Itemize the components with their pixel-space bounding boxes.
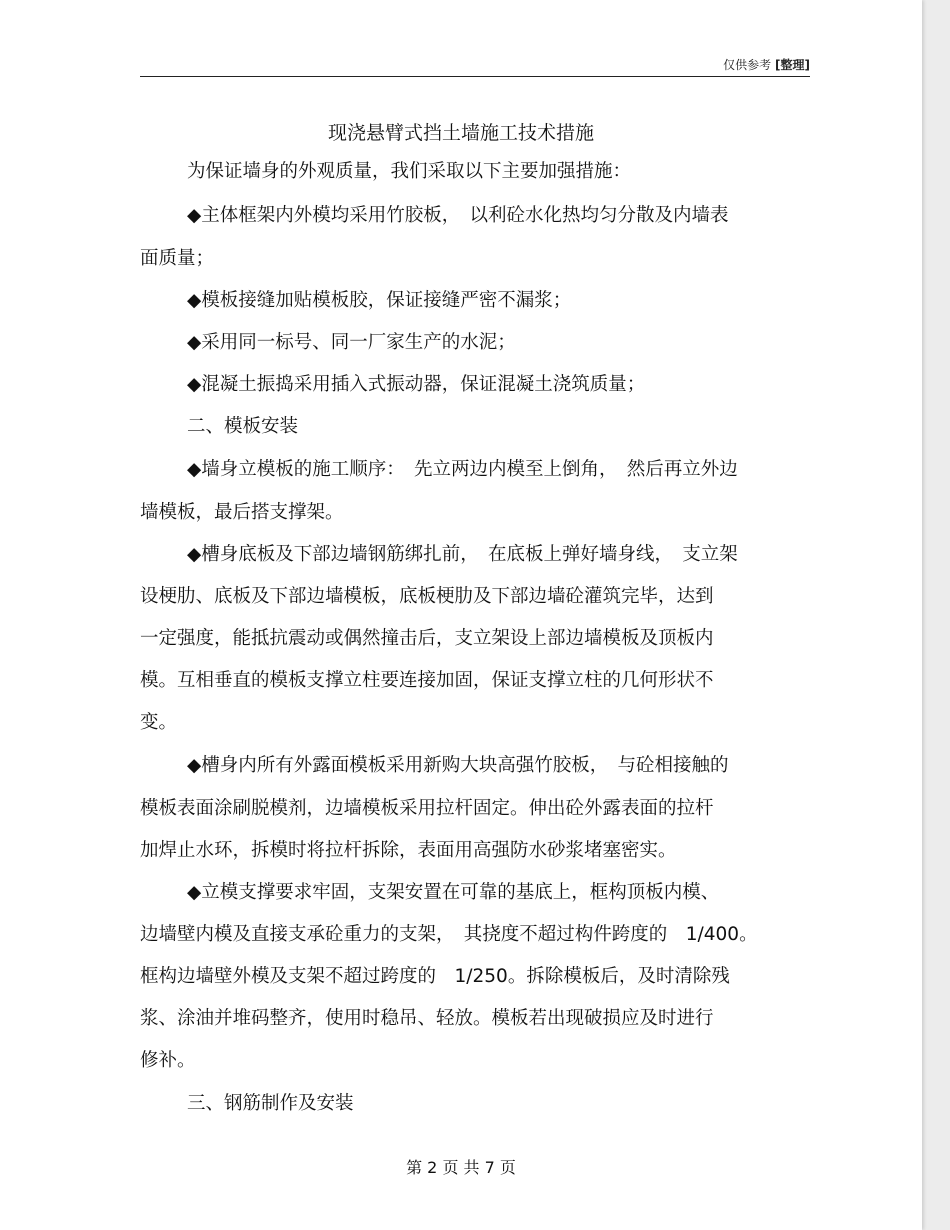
paragraph-line: 墙模板，最后搭支撑架。 [140,502,344,523]
paragraph-line: 浆、涂油并堆码整齐，使用时稳吊、轻放。模板若出现破损应及时进行 [140,1008,714,1029]
header-note-text: 仅供参考 [723,58,772,72]
page-number: 第 2 页 共 7 页 [406,1158,516,1177]
paragraph-line: 为保证墙身的外观质量，我们采取以下主要加强措施： [187,161,632,182]
paragraph-line: ◆槽身内所有外露面模板采用新购大块高强竹胶板， 与砼相接触的 [187,755,729,776]
paragraph-line: ◆采用同一标号、同一厂家生产的水泥； [187,332,516,353]
section-heading: 三、钢筋制作及安装 [187,1093,354,1114]
paragraph-line: 边墙壁内模及直接支承砼重力的支架， 其挠度不超过构件跨度的 1/400。 [140,924,758,945]
paragraph-line: ◆混凝土振捣采用插入式振动器，保证混凝土浇筑质量； [187,374,646,395]
paragraph-line: 修补。 [140,1050,196,1071]
paragraph-line: 变。 [140,712,178,733]
paragraph-line: 一定强度，能抵抗震动或偶然撞击后，支立架设上部边墙模板及顶板内 [140,628,714,649]
section-heading: 二、模板安装 [187,416,299,437]
paragraph-line: ◆模板接缝加贴模板胶，保证接缝严密不漏浆； [187,290,572,311]
paragraph-line: 模。互相垂直的模板支撑立柱要连接加固，保证支撑立柱的几何形状不 [140,670,714,691]
paragraph-line: 设梗肋、底板及下部边墙模板，底板梗肋及下部边墙砼灌筑完毕，达到 [140,586,714,607]
paragraph-line: ◆槽身底板及下部边墙钢筋绑扎前， 在底板上弹好墙身线， 支立架 [187,544,738,565]
header-rule [140,76,810,77]
header-note [723,56,810,73]
paragraph-line: ◆主体框架内外模均采用竹胶板， 以利砼水化热均匀分散及内墙表 [187,205,729,226]
paragraph-line: 模板表面涂刷脱模剂，边墙模板采用拉杆固定。伸出砼外露表面的拉杆 [140,798,714,819]
document-title: 现浇悬臂式挡土墙施工技术措施 [327,122,594,144]
paragraph-line: 加焊止水环，拆模时将拉杆拆除，表面用高强防水砂浆堵塞密实。 [140,840,677,861]
paragraph-line: ◆墙身立模板的施工顺序： 先立两边内模至上倒角， 然后再立外边 [187,459,738,480]
header-tag: [整理] [775,58,810,72]
paragraph-line: 框构边墙壁外模及支架不超过跨度的 1/250。拆除模板后，及时清除残 [140,966,730,987]
paragraph-line: ◆立模支撑要求牢固，支架安置在可靠的基底上，框构顶板内模、 [187,882,720,903]
paragraph-line: 面质量； [140,248,215,269]
